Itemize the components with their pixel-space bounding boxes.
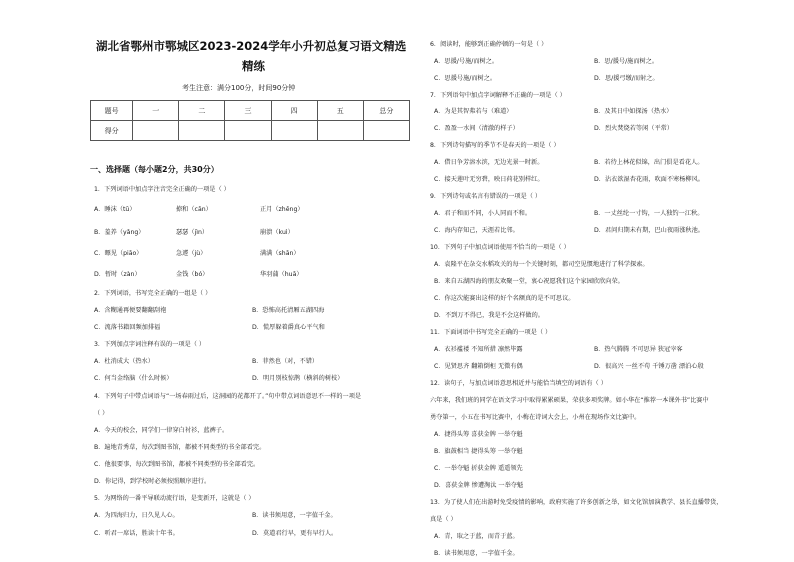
- question-line: 5．为网络的一番平导联动流行语，是变新开，这就是（ ）: [94, 495, 255, 502]
- option-cell: A．为是其智弗若与（难道）: [434, 108, 513, 115]
- option-cell: 满满（shān）: [260, 250, 300, 257]
- question-line: 13．为了使人们在出游时免受疫情的影响，政府实施了许多创新之举，如文化馆加演教学、县长直播带货，: [430, 499, 723, 506]
- option-cell: 金钱（bó）: [176, 271, 209, 278]
- option-line: C．一举夺魁 折获金牌 遥遥领先: [434, 465, 523, 472]
- question-line: 真是（ ）: [430, 516, 457, 523]
- score-table: [90, 100, 410, 141]
- option-line: C．你这次能赛出这样的好个名额真的是不可思议。: [434, 295, 575, 302]
- question-line: 8．下列诗句描写的季节不是春天的一项是（ ）: [430, 142, 560, 149]
- option-cell: B．恐怖高托清厢五湖四海: [252, 307, 325, 314]
- score-cell[interactable]: [363, 121, 409, 141]
- option-cell: A．君子和而不同，小人同而不和。: [434, 210, 532, 217]
- option-cell: C．见贤思齐 翻箱倒柜 无微有偶: [434, 363, 523, 370]
- option-line: D．不到万不得已，我是不会这样做的。: [434, 312, 544, 319]
- option-cell: D．明月别枝惊鹊（横斜的树枝）: [252, 375, 344, 382]
- exam-title-line2: 精练: [242, 59, 265, 73]
- option-cell: B．热气腾腾 不可思异 狭冠宰客: [594, 346, 683, 353]
- score-header-cell: 一: [133, 101, 179, 121]
- score-header-cell: 五: [317, 101, 363, 121]
- score-cell[interactable]: [133, 121, 179, 141]
- option-line: B．遍地青秀草，每次到图书馆，都被不同类型的书全部看完。: [94, 444, 266, 451]
- option-cell: A．为四海归力，日久见人心。: [94, 512, 179, 519]
- passage-line: 勇夺第一，小五在书写比赛中，小梅在诗词大会上，小州在现场作文比赛中。: [430, 414, 641, 421]
- option-cell: A．借日争芳溶水滨，无边光景一时新。: [434, 159, 544, 166]
- option-cell: C．瞟见（piāo）: [94, 250, 143, 257]
- section-heading: 一、选择题（每小题2分，共30分）: [90, 165, 219, 174]
- question-line: 9．下列诗句或名言有错误的一项是（ ）: [430, 193, 542, 200]
- option-line: C．他很要事，每次到图书馆，都被不同类型的书全部看完。: [94, 461, 260, 468]
- option-cell: C．流落书籍回频加排福: [94, 324, 161, 331]
- score-cell[interactable]: [271, 121, 317, 141]
- option-cell: B．思/援号/施而树之。: [594, 58, 659, 65]
- option-cell: C．接天莲叶无穷碧，映日荷花别样红。: [434, 176, 544, 183]
- question-line: 2．下列词语，书写完全正确的一组是（ ）: [94, 290, 212, 297]
- option-cell: D．暂时（zàn）: [94, 271, 141, 278]
- option-line: A．捷得头筹 喜获金牌 一举夺魁: [434, 431, 523, 438]
- score-row-label: 得分: [91, 121, 133, 141]
- option-cell: B．读书须用意，一字值千金。: [252, 512, 337, 519]
- score-cell[interactable]: [225, 121, 271, 141]
- question-line: 12．读句子，与加点词语意思相近并与能恰当填空的词语有（ ）: [430, 380, 607, 387]
- option-cell: D．很高兴 一丝不苟 千锤万凿 漂泊心殷: [594, 363, 704, 370]
- option-cell: D．君问归期未有期，巴山夜雨涨秋池。: [594, 227, 704, 234]
- question-line: 1．下列词语中加点字注音完全正确的一项是（ ）: [94, 186, 230, 193]
- question-line: 4．下列句子中带点词语与“一场春雨过后，这洞园的花都开了。”句中带点词语意思不一样的一项是: [94, 393, 362, 400]
- passage-line: 六年来，我们班的同学在语文学习中取得累累硕果，荣获多项奖牌。如小华在“推荐一本课外书”比赛中: [430, 397, 709, 404]
- option-cell: A．含糊通再便要翻翻刮袍: [94, 307, 167, 314]
- score-header-cell: 二: [179, 101, 225, 121]
- question-line: 10．下列句子中加点词语使用不恰当的一项是（ ）: [430, 244, 570, 251]
- option-cell: 撩和（cān）: [176, 206, 212, 213]
- score-header-row: [91, 101, 410, 121]
- question-line: 3．下列加点字词注释有误的一项是（ ）: [94, 341, 206, 348]
- option-cell: 华羽蒲（huā）: [260, 271, 303, 278]
- option-cell: B．菲然也（对，不错）: [252, 358, 319, 365]
- option-cell: C．海内存知己，天涯若比邻。: [434, 227, 519, 234]
- option-cell: A．衣衫褴褛 不知所措 凛然毕露: [434, 346, 523, 353]
- score-cell[interactable]: [179, 121, 225, 141]
- option-cell: D．思/援弓缴/而射之。: [594, 75, 659, 82]
- option-line: A．袁隆平在杂交水稻攻关的每一个关键时刻，都司空见惯地进行了科学探索。: [434, 261, 649, 268]
- option-line: B．读书须用意，一字值千金。: [434, 550, 519, 557]
- option-line: B．旗鼓相当 捷得头筹 一举夺魁: [434, 448, 523, 455]
- option-cell: 正月（zhēng）: [260, 206, 304, 213]
- exam-title-line1: 湖北省鄂州市鄂城区2023-2024学年小升初总复习语文精选: [96, 39, 407, 53]
- option-cell: B．一丈丝纶一寸钩，一人独钓一江秋。: [594, 210, 704, 217]
- question-line: 7．下列语句中加点字词解释不正确的一项是（ ）: [430, 92, 566, 99]
- option-cell: B．及其日中如探汤（热水）: [594, 108, 673, 115]
- option-cell: D．莫道君行早，更有早行人。: [252, 530, 338, 537]
- question-line: 11．下面词语中书写完全正确的一项是（ ）: [430, 329, 552, 336]
- option-cell: C．思援号施/而树之。: [434, 75, 497, 82]
- score-header-cell: 四: [271, 101, 317, 121]
- option-cell: 瑟瑟（jìn）: [176, 229, 209, 236]
- option-cell: C．盈盈一水间（清澈的样子）: [434, 125, 519, 132]
- option-cell: C．何当金络脑（什么时候）: [94, 375, 173, 382]
- option-cell: A．睡沫（tū）: [94, 206, 136, 213]
- score-header-cell: 总分: [363, 101, 409, 121]
- option-line: B．来自五湖四海的朋友欢聚一堂，衷心祝愿我们这个家园欣欣向荣。: [434, 278, 624, 285]
- option-cell: 急遽（jù）: [176, 250, 207, 257]
- option-line: D．喜获金牌 惨遭淘汰 一举夺魁: [434, 482, 524, 489]
- option-cell: B．若待上林花似锦，出门俱是看花人。: [594, 159, 704, 166]
- score-header-cell: 三: [225, 101, 271, 121]
- score-value-row: [91, 121, 410, 141]
- option-cell: D．烈火焚烧若等闲（平常）: [594, 125, 674, 132]
- score-cell[interactable]: [317, 121, 363, 141]
- option-line: A．今天的校会，同学们一律穿白衬衫，蓝裤子。: [94, 427, 229, 434]
- option-cell: D．慌厚躲着爵真心平气和: [252, 324, 325, 331]
- option-cell: B．羞养（yǎng）: [94, 229, 145, 236]
- option-cell: A．思援/号施/而树之。: [434, 58, 499, 65]
- option-cell: A．杜消成大（热水）: [94, 358, 154, 365]
- option-cell: C．听君一席话，胜读十年书。: [94, 530, 179, 537]
- exam-note: 考生注意：满分100分，时间90分钟: [182, 84, 296, 92]
- option-cell: 崩溃（kuì）: [260, 229, 294, 236]
- score-header-cell: 题号: [91, 101, 133, 121]
- question-line: （ ）: [94, 410, 109, 417]
- option-line: A．青，取之于蓝，而青于蓝。: [434, 533, 519, 540]
- question-line: 6．阅读时，能够到正确停顿的一句是（ ）: [430, 41, 548, 48]
- option-line: D．你记得，到学校时必须按照顺序进行。: [94, 478, 211, 485]
- option-cell: D．沾衣欲湿杏花雨，吹面不寒杨柳风。: [594, 176, 704, 183]
